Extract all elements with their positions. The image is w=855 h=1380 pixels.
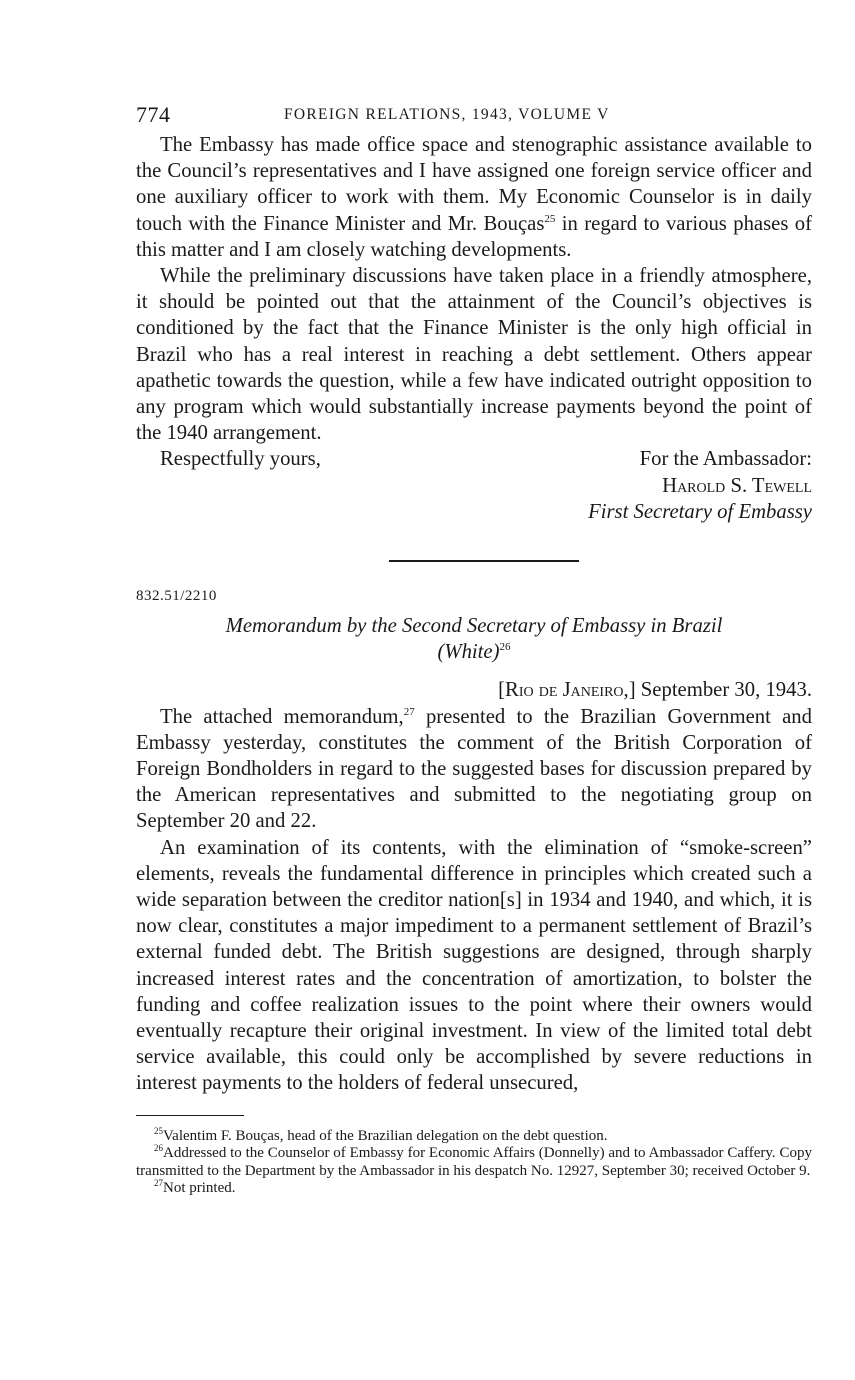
memo-paragraph-1-text-b: presented to the Brazilian Government and Embassy yesterday, constitutes the comment of the British Corporation of Foreign Bondholders in regard to the suggested bases for discussion prepared by the American representatives and submitted to the negotiating group on September 20 and 22. [136,705,812,833]
memo-body [136,704,812,1097]
letter-paragraph-1-text-a: The Embassy has made office space and stenographic assistance available to the Council’s representatives and I have assigned one foreign service officer and one auxiliary officer to work with them. My Economic Counselor is in daily touch with the Finance Minister and Mr. Bouças [136,134,812,235]
letter-paragraph-2: While the preliminary discussions have taken place in a friendly atmosphere, it should be pointed out that the attainment of the Council’s objectives is conditioned by the fact that the Finance Minister is the only high official in Brazil who has a real interest in reaching a debt settlement. Others appear apathetic towards the question, while a few have indicated outright opposition to any program which would substantially increase payments beyond the point of the 1940 arrangement. [136,265,812,445]
footnote-26 [136,1145,812,1180]
memo-title-line-2 [146,639,802,665]
section-divider [389,560,579,562]
file-number: 832.51/2210 [136,588,217,605]
memo-paragraph-1 [136,704,812,835]
page-number: 774 [136,102,171,127]
memo-paragraph-2: An examination of its contents, with the elimination of “smoke-screen” elements, reveals the fundamental difference in principles which created such a wide separation between the creditor nation[s] in 1934 and 1940, and which, it is now clear, constitutes a major impediment to a permanent settlement of Brazil’s external funded debt. The British suggestions are designed, through sharply increased interest rates and the concentration of amortization, to bolster the funding and coffee realization issues to the point where their owners would eventually recapture their original investment. In view of the limited total debt service available, this could only be accomplished by severe reductions in interest payments to the holders of federal unsecured, [136,836,812,1095]
signer-title: First Secretary of Embassy [588,500,812,523]
memo-title [136,613,812,665]
page-header [136,96,812,132]
document-page [136,96,812,1198]
footnote-text: Not printed. [163,1180,236,1197]
letter-closing [136,446,812,526]
footnote-25 [136,1125,812,1146]
signer-name: Harold S. Tewell [662,474,812,497]
footnote-ref-25: 25 [544,212,556,225]
letter-paragraph-1-text-b: in regard to various phases of this matter and I am closely watching developments. [136,212,812,261]
memo-dateline: [Rio de Janeiro,] September 30, 1943. [498,679,812,702]
footnote-rule [136,1115,244,1116]
footnote-mark: 25 [154,1125,163,1136]
footnotes [136,1125,812,1198]
footnote-ref-26: 26 [499,641,511,654]
letter-paragraph-1 [136,132,812,263]
memo-paragraph-1-text-a: The attached memorandum, [160,705,404,728]
footnote-text: Addressed to the Counselor of Embassy for Economic Affairs (Donnelly) and to Ambassador Caffery. Copy transmitted to the Department by the Ambassador in his despatch No. 12927, September 30; received October 9. [136,1145,812,1179]
footnote-ref-27: 27 [403,705,415,718]
footnote-mark: 27 [154,1178,163,1189]
signature-block [588,446,812,525]
dateline-date: September 30, 1943. [640,679,812,702]
footnote-27 [136,1180,812,1198]
memo-title-author: (White) [437,641,500,664]
memo-title-line-1: Memorandum by the Second Secretary of Embassy in Brazil [225,615,723,638]
letter-body [136,132,812,446]
dateline-place: Rio de Janeiro, [505,679,629,702]
signoff-line: For the Ambassador: [639,448,812,471]
running-head: FOREIGN RELATIONS, 1943, VOLUME V [284,106,610,123]
complimentary-close: Respectfully yours, [160,448,321,471]
footnote-text: Valentim F. Bouças, head of the Brazilian delegation on the debt question. [163,1127,608,1144]
footnote-mark: 26 [154,1143,163,1154]
